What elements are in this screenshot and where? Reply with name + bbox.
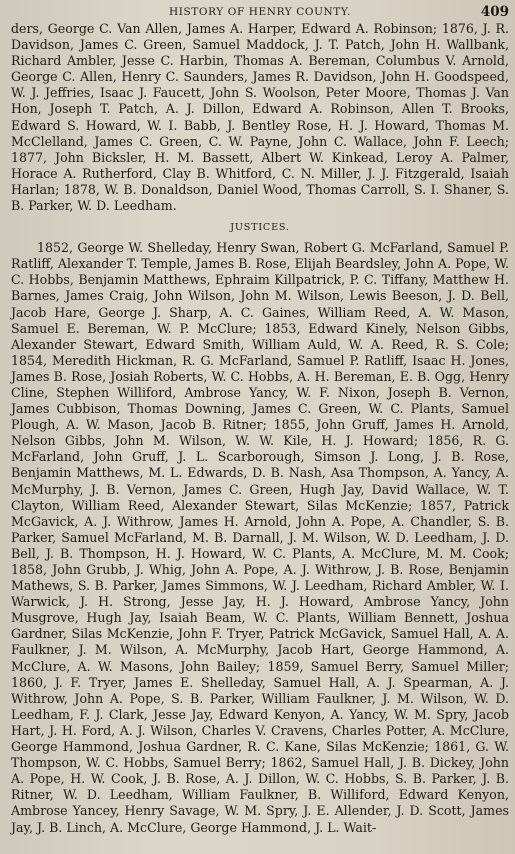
- justices-paragraph: 1852, George W. Shelleday, Henry Swan, Robert G. McFarland, Samuel P. Ratliff, Alexander T. Temple, James B. Rose, Elijah Beardsley, John A. Pope, W. C. Hobbs, Benjamin Matthews, Ephraim Killpatrick, P. C. Tiffany, Matthew H. Barnes, James Craig, John Wilson, John M. Wilson, Lewis Beeson, J. D. Bell, Jacob Hare, George J. Sharp, A. C. Gaines, William Reed, A. W. Mason, Samuel E. Bereman, W. P. McClure; 1853, Edward Kinely, Nelson Gibbs, Alexander Stewart, Edward Smith, William Auld, W. A. Reed, R. S. Cole; 1854, Meredith Hickman, R. G. McFarland, Samuel P. Ratliff, Isaac H. Jones, James B. Rose, Josiah Roberts, W. C. Hobbs, A. H. Bereman, E. B. Ogg, Henry Cline, Stephen Williford, Ambrose Yancy, W. F. Nixon, Joseph B. Vernon, James Cubbison, Thomas Downing, James C. Green, W. C. Plants, Samuel Plough, A. W. Mason, Jacob B. Ritner; 1855, John Gruff, James H. Arnold, Nelson Gibbs, John M. Wilson, W. W. Kile, H. J. Howard; 1856, R. G. McFarland, John Gruff, J. L. Scarborough, Simson J. Long, J. B. Rose, Benjamin Matthews, M. L. Edwards, D. B. Nash, Asa Thompson, A. Yancy, A. McMurphy, J. B. Vernon, James C. Green, Hugh Jay, David Wallace, W. T. Clayton, William Reed, Alexander Stewart, Silas McKenzie; 1857, Patrick McGavick, A. J. Withrow, James H. Arnold, John A. Pope, A. Chandler, S. B. Parker, Samuel McFarland, M. B. Darnall, J. M. Wilson, W. D. Leedham, J. D. Bell, J. B. Thompson, H. J. Howard, W. C. Plants, A. McClure, M. M. Cook; 1858, John Grubb, J. Whig, John A. Pope, A. J. Withrow, J. B. Rose, Benjamin Mathews, S. B. Parker, James Simmons, W. J. Leedham, Richard Ambler, W. I. Warwick, J. H. Strong, Jesse Jay, H. J. Howard, Ambrose Yancy, John Musgrove, Hugh Jay, Isaiah Beam, W. C. Plants, William Bennett, Joshua Gardner, Silas McKenzie, John F. Tryer, Patrick McGavick, Samuel Hall, A. A. Faulkner, J. M. Wilson, A. McMurphy, Jacob Hart, George Hammond, A. McClure, A. W. Masons, John Bailey; 1859, Samuel Berry, Samuel Miller; 1860, J. F. Tryer, James E. Shelleday, Samuel Hall, A. J. Spearman, A. J. Withrow, John A. Pope, S. B. Parker, William Faulkner, J. M. Wilson, W. D. Leedham, F. J. Clark, Jesse Jay, Edward Kenyon, A. Yancy, W. M. Spry, Jacob Hart, J. H. Ford, A. J. Wilson, Charles V. Cravens, Charles Potter, A. McClure, George Hammond, Joshua Gardner, R. C. Kane, Silas McKenzie; 1861, G. W. Thompson, W. C. Hobbs, Samuel Berry; 1862, Samuel Hall, J. B. Dickey, John A. Pope, H. W. Cook, J. B. Rose, A. J. Dillon, W. C. Hobbs, S. B. Parker, J. B. Ritner, W. D. Leedham, William Faulkner, B. Williford, Edward Kenyon, Ambrose Yancey, Henry Savage, W. M. Spry, J. E. Allender, J. D. Scott, James Jay, J. B. Linch, A. McClure, George Hammond, J. L. Wait-: [11, 240, 509, 835]
- section-heading: JUSTICES.: [230, 222, 290, 234]
- running-head: [11, 4, 509, 21]
- running-title: HISTORY OF HENRY COUNTY.: [168, 6, 352, 18]
- continued-paragraph: ders, George C. Van Allen, James A. Harper, Edward A. Robinson; 1876, J. R. Davidson, James C. Green, Samuel Maddock, J. T. Patch, John H. Wallbank, Richard Ambler, Jesse C. Harbin, Thomas A. Bereman, Columbus V. Arnold, George C. Allen, Henry C. Saunders, James R. Davidson, John H. Goodspeed, W. J. Jeffries, Isaac J. Faucett, John S. Woolson, Peter Moore, Thomas J. Van Hon, Joseph T. Patch, A. J. Dillon, Edward A. Robinson, Allen T. Brooks, Edward S. Howard, W. I. Babb, J. Bentley Rose, H. J. Howard, Thomas M. McClelland, James C. Green, C. W. Payne, John C. Wallace, John F. Leech; 1877, John Bicksler, H. M. Bassett, Albert W. Kinkead, Leroy A. Palmer, Horace A. Rutherford, Clay B. Whitford, C. N. Miller, J. J. Fitzgerald, Isaiah Harlan; 1878, W. B. Donaldson, Daniel Wood, Thomas Carroll, S. I. Shaner, S. B. Parker, W. D. Leedham.: [11, 21, 509, 214]
- page-number: 409: [480, 4, 509, 20]
